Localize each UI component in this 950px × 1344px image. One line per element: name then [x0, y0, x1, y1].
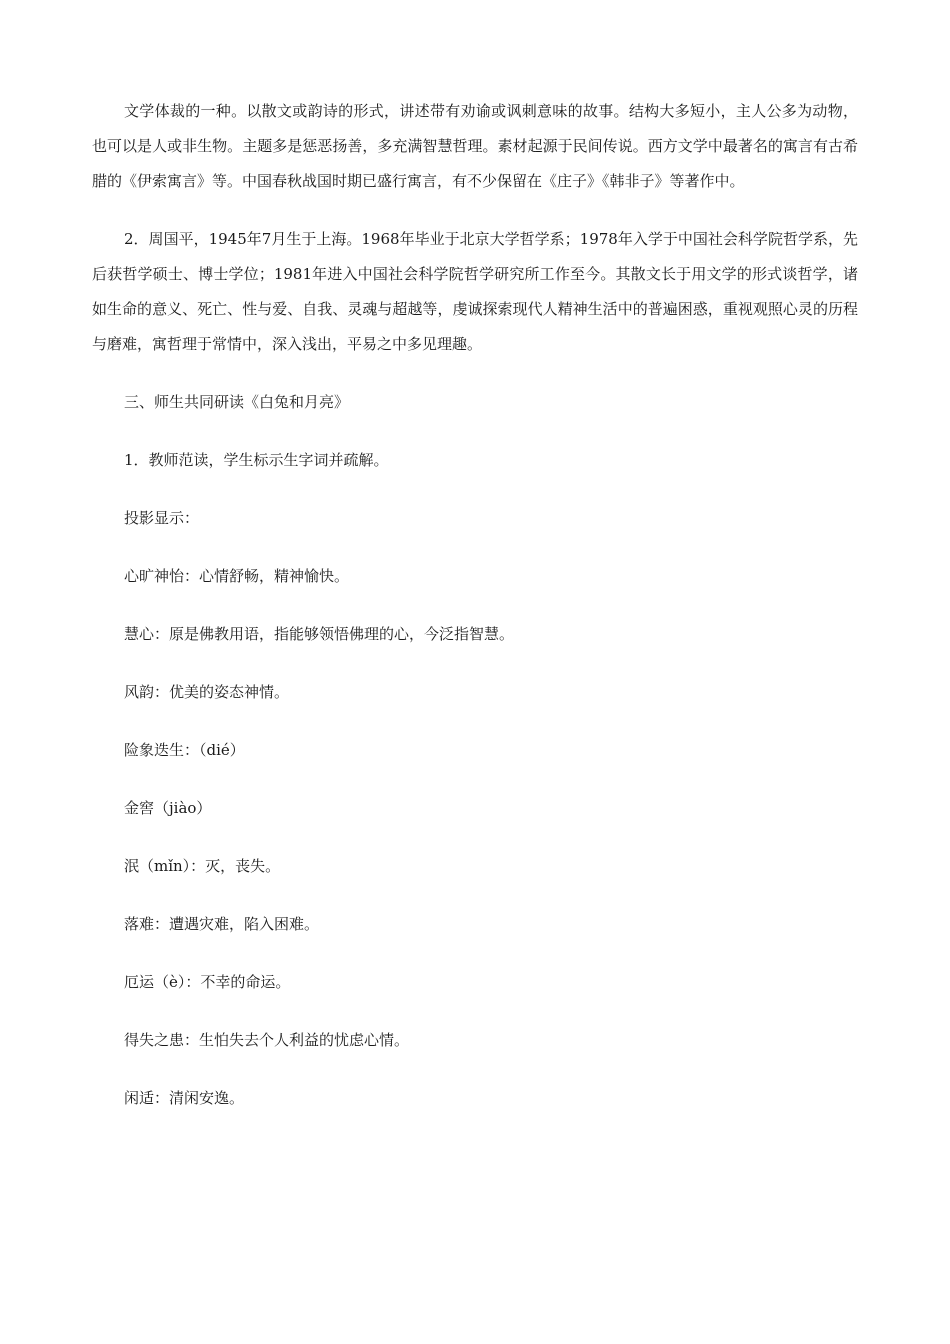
section-heading: 三、师生共同研读《白兔和月亮》	[124, 393, 350, 411]
vocab-item: 心旷神怡：心情舒畅，精神愉快。	[124, 567, 350, 585]
vocab-item: 金窖（jiào）	[124, 799, 212, 817]
vocab-item: 风韵：优美的姿态神情。	[124, 683, 290, 701]
vocab-item: 厄运（è）：不幸的命运。	[124, 973, 291, 991]
vocab-item: 闲适：清闲安逸。	[124, 1089, 245, 1107]
vocab-item: 险象迭生：（dié）	[124, 741, 245, 759]
step-instruction: 1．教师范读，学生标示生字词并疏解。	[124, 451, 389, 469]
projection-label: 投影显示：	[124, 509, 200, 527]
vocab-item: 泯（mǐn）：灭，丧失。	[124, 857, 281, 875]
vocab-item: 得失之患：生怕失去个人利益的忧虑心情。	[124, 1031, 410, 1049]
paragraph-fable-definition: 文学体裁的一种。以散文或韵诗的形式，讲述带有劝谕或讽刺意味的故事。结构大多短小，主人公多为动物，也可以是人或非生物。主题多是惩恶扬善，多充满智慧哲理。素材起源于民间传说。西方文学中最著名的寓言有古希腊的《伊索寓言》等。中国春秋战国时期已盛行寓言，有不少保留在《庄子》《韩非子》等著作中。	[92, 102, 858, 190]
vocab-item: 落难：遭遇灾难，陷入困难。	[124, 915, 320, 933]
paragraph-author-bio: 2．周国平，1945年7月生于上海。1968年毕业于北京大学哲学系；1978年入学于中国社会科学院哲学系，先后获哲学硕士、博士学位；1981年进入中国社会科学院哲学研究所工作至今。其散文长于用文学的形式谈哲学，诸如生命的意义、死亡、性与爱、自我、灵魂与超越等，虔诚探索现代人精神生活中的普遍困惑，重视观照心灵的历程与磨难，寓哲理于常情中，深入浅出，平易之中多见理趣。	[92, 230, 858, 353]
document-body	[92, 94, 858, 1139]
vocab-item: 慧心：原是佛教用语，指能够领悟佛理的心，今泛指智慧。	[124, 625, 515, 643]
